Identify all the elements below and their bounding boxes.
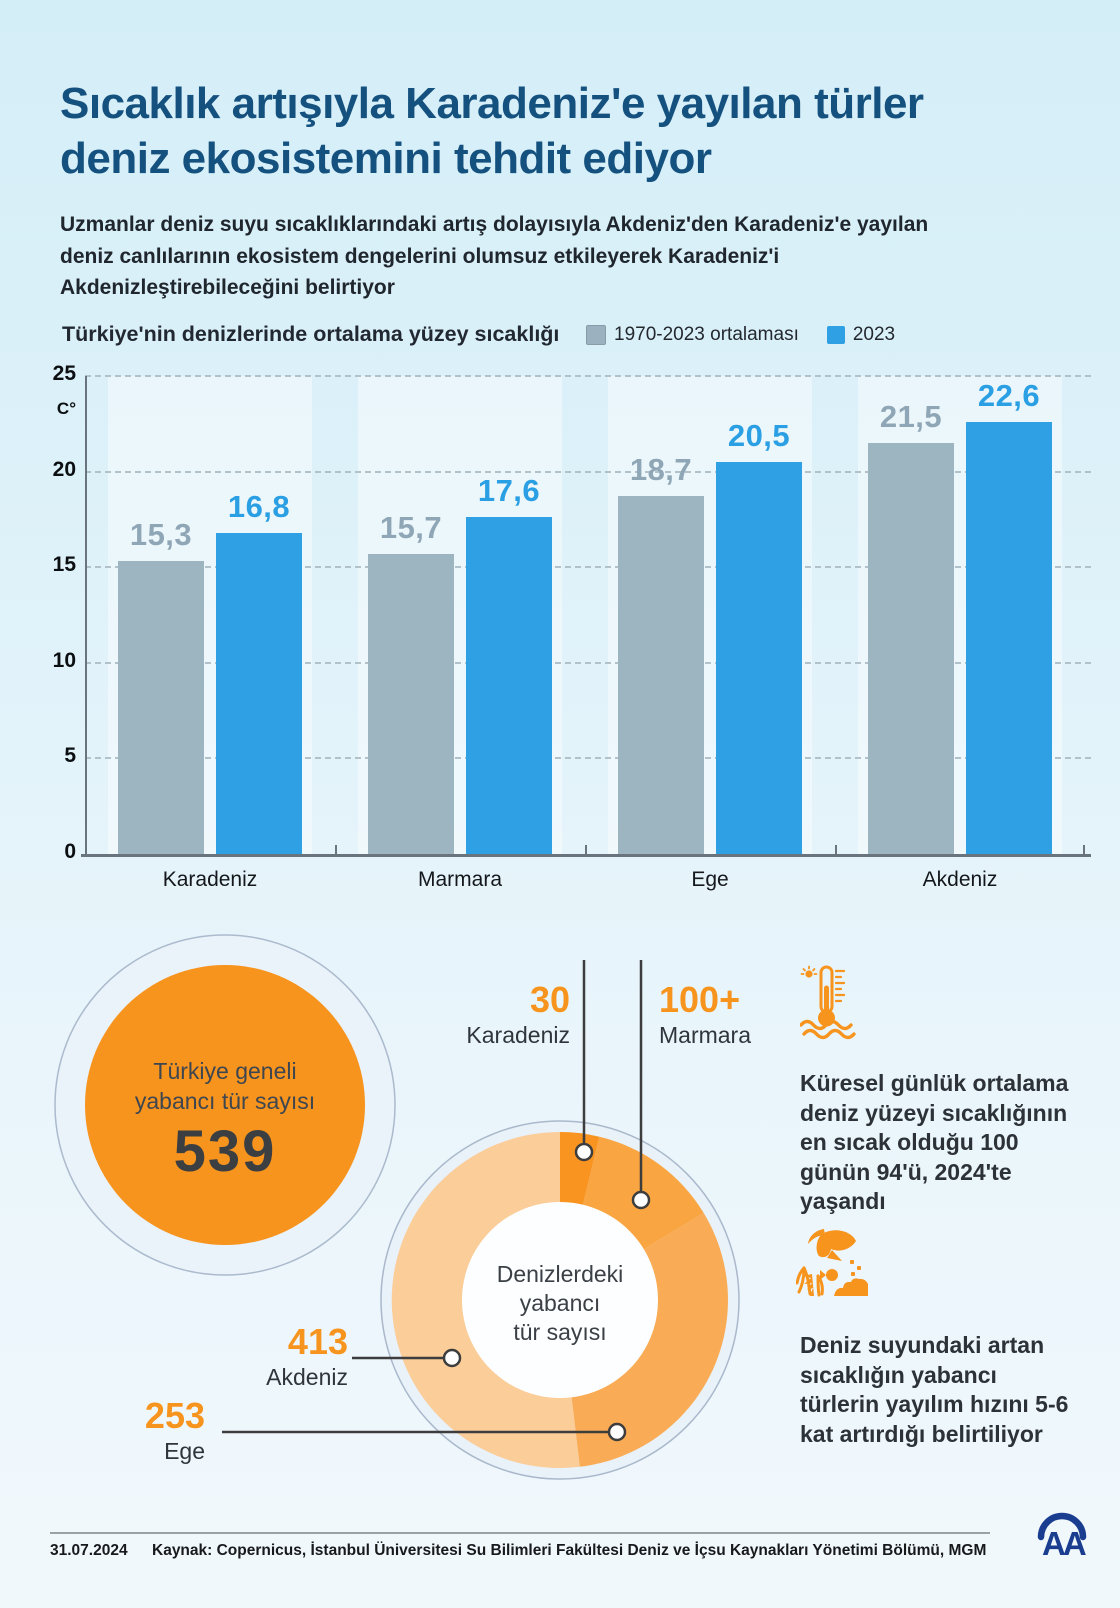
bar-karadeniz-2023 [216,533,302,854]
callout-akdeniz-name: Akdeniz [266,1364,348,1390]
bar-value-label: 20,5 [727,418,791,453]
bar-akdeniz-2023 [966,422,1052,854]
gray-swatch-icon [586,325,606,345]
gridline-25 [85,375,1091,377]
kpi-label-line1: Türkiye geneli [153,1058,297,1084]
bar-marmara-2023 [466,517,552,854]
x-axis-tick [585,845,587,854]
bar-value-label: 15,7 [379,510,443,545]
kpi-value: 539 [173,1119,277,1184]
anadolu-agency-logo [1036,1510,1096,1558]
marker-ege [609,1424,625,1440]
footer-source: Kaynak: Copernicus, İstanbul Üniversitesi Su Bilimleri Fakültesi Deniz ve İçsu Kaynakları Yönetimi Bölümü, MGM [152,1542,987,1559]
bar-akdeniz-average [868,443,954,854]
x-axis-tick [835,845,837,854]
y-axis-spine [85,376,87,854]
callout-ege-value: 253 [144,1395,205,1436]
bar-karadeniz-average [118,561,204,854]
donut-center-line1: Denizlerdeki [496,1261,624,1287]
x-axis-tick [335,845,337,854]
bar-ege-2023 [716,462,802,854]
donut-center-line2: yabancı [519,1290,601,1316]
chart-legend [586,324,895,346]
kpi-circle-text [85,1056,365,1184]
page-title: Sıcaklık artışıyla Karadeniz'e yayılan türler deniz ekosistemini tehdit ediyor [60,79,924,184]
y-tick-label-5: 5 [64,744,76,768]
bar-value-label: 21,5 [879,399,943,434]
bar-chart-plot [85,376,1085,891]
y-tick-label-15: 15 [52,553,76,577]
category-label-ege: Ege [691,868,729,891]
category-label-akdeniz: Akdeniz [922,868,998,891]
callout-akdeniz [148,1322,348,1391]
y-axis-unit-label: C° [56,399,76,418]
bar-marmara-average [368,554,454,854]
donut-center-line3: tür sayısı [513,1319,607,1345]
legend-item-average [586,324,799,346]
callout-akdeniz-value: 413 [287,1321,348,1362]
callout-marmara-value: 100+ [659,979,741,1020]
callout-karadeniz-name: Karadeniz [466,1022,570,1048]
marker-akdeniz [444,1350,460,1366]
callout-ege [60,1396,205,1465]
legend-label-average: 1970-2023 ortalaması [614,324,799,345]
y-tick-label-25: 25 [52,362,76,385]
fact-1-text: Küresel günlük ortalama deniz yüzeyi sıcaklığının en sıcak olduğu 100 günün 94'ü, 2024'te yaşandı [800,1070,1069,1214]
svg-text:AA: AA [1042,1525,1084,1558]
thermometer-sun-waves-icon [800,964,858,1040]
bar-value-label: 15,3 [129,517,193,552]
bar-chart-title: Türkiye'nin denizlerinde ortalama yüzey sıcaklığı [62,322,560,346]
x-axis-line [81,854,1091,857]
donut-center-label [470,1260,650,1347]
page-subtitle: Uzmanlar deniz suyu sıcaklıklarındaki artış dolayısıyla Akdeniz'den Karadeniz'e yayılan deniz canlılarının ekosistem dengelerini olumsuz etkileyerek Karadeniz'i Akdenizleştirebileceğini belirtiyor [60,213,929,299]
kpi-label-line2: yabancı tür sayısı [134,1088,316,1114]
category-label-marmara: Marmara [417,868,502,891]
callout-ege-name: Ege [164,1438,205,1464]
fact-2-text: Deniz suyundaki artan sıcaklığın yabancı türlerin yayılım hızını 5-6 kat artırdığı belirtiliyor [800,1332,1069,1447]
legend-label-2023: 2023 [852,324,896,345]
marker-karadeniz [576,1144,592,1160]
bar-value-label: 18,7 [629,452,693,487]
y-tick-label-10: 10 [52,648,76,672]
x-axis-tick [1083,845,1085,854]
fish-coral-icon [796,1226,872,1300]
callout-karadeniz-value: 30 [529,979,570,1020]
bar-value-label: 16,8 [227,489,291,524]
bar-value-label: 22,6 [977,378,1041,413]
blue-swatch-icon [827,326,845,344]
y-tick-label-0: 0 [64,840,76,863]
bar-ege-average [618,496,704,854]
y-tick-label-20: 20 [52,457,76,481]
callout-marmara-name: Marmara [659,1022,752,1048]
marker-marmara [633,1192,649,1208]
legend-item-2023 [827,324,895,346]
category-label-karadeniz: Karadeniz [162,868,258,891]
footer-date: 31.07.2024 [50,1542,128,1559]
callout-karadeniz [420,980,570,1049]
bar-value-label: 17,6 [477,473,541,508]
footer-divider [50,1532,990,1534]
